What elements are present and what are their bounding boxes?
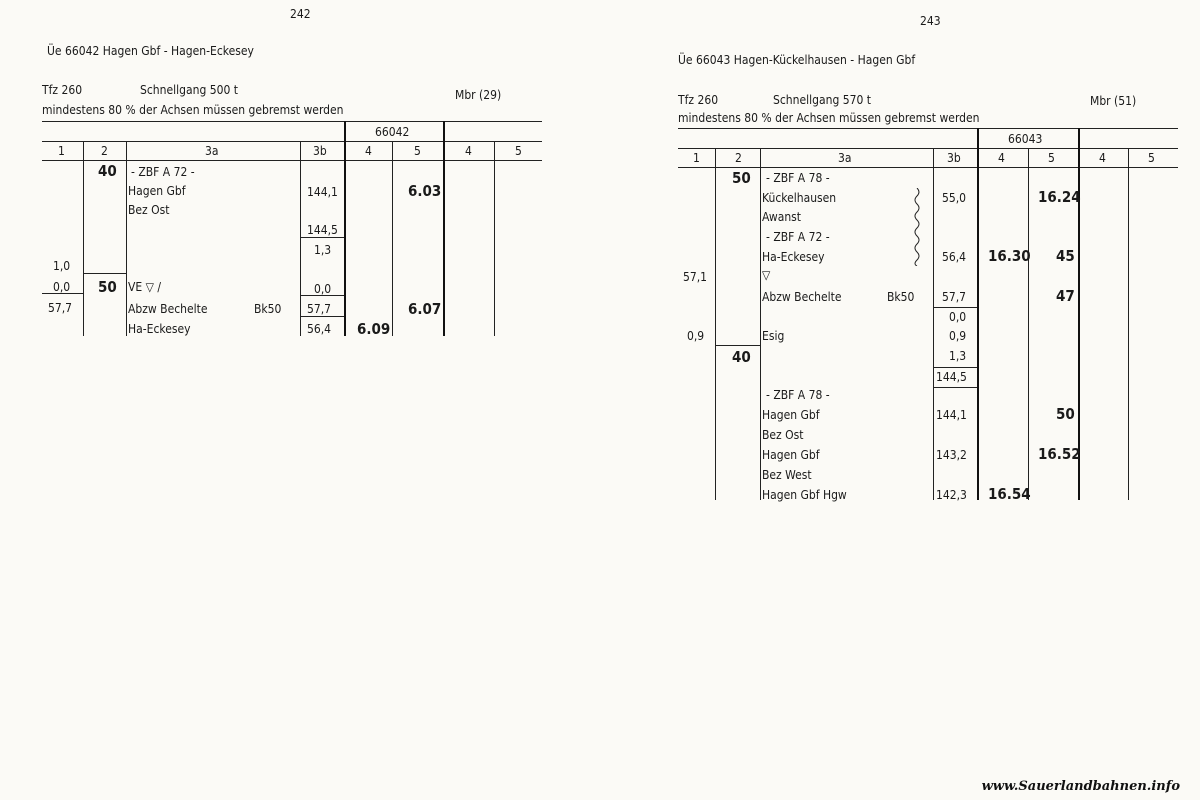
col-header-5b: 5: [515, 144, 522, 158]
km-position: 144,5: [936, 370, 967, 384]
col-header-5: 5: [1048, 151, 1055, 165]
station-name: Esig: [762, 329, 785, 343]
brake-note: mindestens 80 % der Achsen müssen gebremst werden: [678, 111, 980, 125]
departure-time: 16.24: [1038, 188, 1081, 206]
station-name: Hagen Gbf: [762, 408, 820, 422]
tfz-label: Tfz 260: [42, 83, 83, 97]
departure-time: 16.52: [1038, 445, 1081, 463]
arrival-time: 16.30: [988, 247, 1031, 265]
departure-time: 6.07: [408, 300, 442, 318]
speed-value: 40: [98, 162, 117, 180]
km-position: 57,7: [942, 290, 967, 304]
page-number: 243: [920, 14, 941, 28]
km-position: 0,0: [314, 282, 332, 296]
mbr-label: Mbr (51): [1090, 94, 1137, 108]
departure-time: 50: [1056, 405, 1075, 423]
station-name: Ha-Eckesey: [762, 250, 825, 264]
station-name: - ZBF A 78 -: [766, 388, 830, 402]
station-name: Awanst: [762, 210, 802, 224]
station-name: Ha-Eckesey: [128, 322, 191, 336]
km-position: 57,7: [307, 302, 332, 316]
brake-note: mindestens 80 % der Achsen müssen gebremst werden: [42, 103, 344, 117]
departure-time: 6.03: [408, 182, 442, 200]
station-name: Hagen Gbf: [762, 448, 820, 462]
page-number: 242: [290, 7, 311, 21]
km-value: 0,9: [687, 329, 705, 343]
km-value: 0,0: [53, 280, 71, 294]
mbr-label: Mbr (29): [455, 88, 502, 102]
block-signal: Bk50: [887, 290, 915, 304]
km-value: 1,0: [53, 259, 71, 273]
col-header-4: 4: [365, 144, 372, 158]
km-value: 57,1: [683, 270, 708, 284]
station-name: Bez Ost: [128, 203, 170, 217]
train-title: Üe 66042 Hagen Gbf - Hagen-Eckesey: [47, 44, 254, 58]
km-value: 57,7: [48, 301, 73, 315]
col-header-1: 1: [58, 144, 65, 158]
speed-value: 40: [732, 348, 751, 366]
km-position: 143,2: [936, 448, 967, 462]
watermark-link[interactable]: www.Sauerlandbahnen.info: [981, 779, 1180, 794]
station-name: Bez Ost: [762, 428, 804, 442]
train-title: Üe 66043 Hagen-Kückelhausen - Hagen Gbf: [678, 53, 916, 67]
col-header-4: 4: [998, 151, 1005, 165]
col-header-3a: 3a: [205, 144, 219, 158]
station-name: - ZBF A 72 -: [131, 165, 195, 179]
col-header-2: 2: [101, 144, 108, 158]
station-name: Kückelhausen: [762, 191, 837, 205]
gang-label: Schnellgang 570 t: [773, 93, 871, 107]
station-name: Abzw Bechelte: [762, 290, 842, 304]
km-position: 1,3: [314, 243, 332, 257]
km-position: 144,1: [936, 408, 967, 422]
tfz-label: Tfz 260: [678, 93, 719, 107]
block-signal: Bk50: [254, 302, 282, 316]
col-header-3b: 3b: [947, 151, 961, 165]
km-position: 55,0: [942, 191, 967, 205]
km-position: 142,3: [936, 488, 967, 502]
gang-label: Schnellgang 500 t: [140, 83, 238, 97]
km-position: 0,9: [949, 329, 967, 343]
station-name: Hagen Gbf Hgw: [762, 488, 847, 502]
arrival-time: 6.09: [357, 320, 391, 338]
col-header-2: 2: [735, 151, 742, 165]
departure-time: 45: [1056, 247, 1075, 265]
col-header-3a: 3a: [838, 151, 852, 165]
km-position: 144,1: [307, 185, 338, 199]
train-number-header: 66043: [1008, 132, 1043, 146]
station-name: VE ▽ /: [128, 280, 161, 294]
station-name: Hagen Gbf: [128, 184, 186, 198]
station-name: - ZBF A 72 -: [766, 230, 830, 244]
col-header-3b: 3b: [313, 144, 327, 158]
col-header-5b: 5: [1148, 151, 1155, 165]
km-position: 1,3: [949, 349, 967, 363]
col-header-4b: 4: [465, 144, 472, 158]
train-number-header: 66042: [375, 125, 410, 139]
col-header-1: 1: [693, 151, 700, 165]
col-header-4b: 4: [1099, 151, 1106, 165]
wavy-line-icon: [912, 188, 922, 266]
station-name: - ZBF A 78 -: [766, 171, 830, 185]
speed-value: 50: [98, 278, 117, 296]
timetable-page-243: [600, 0, 1200, 800]
triangle-signal: ▽: [762, 268, 771, 282]
station-name: Abzw Bechelte: [128, 302, 208, 316]
km-position: 56,4: [307, 322, 332, 336]
speed-value: 50: [732, 169, 751, 187]
col-header-5: 5: [414, 144, 421, 158]
arrival-time: 16.54: [988, 485, 1031, 503]
station-name: Bez West: [762, 468, 812, 482]
departure-time: 47: [1056, 287, 1075, 305]
km-position: 144,5: [307, 223, 338, 237]
km-position: 56,4: [942, 250, 967, 264]
km-position: 0,0: [949, 310, 967, 324]
